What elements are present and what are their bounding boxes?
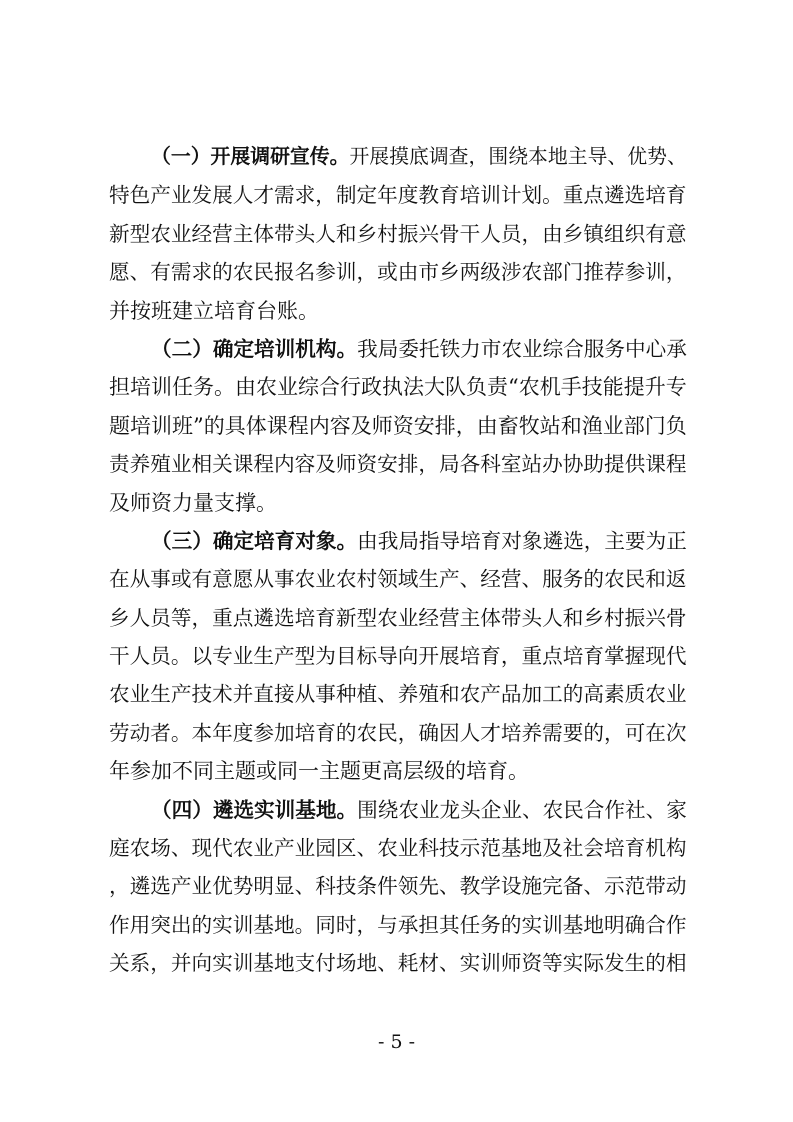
paragraph-1-line-1 <box>109 138 687 176</box>
paragraph-4-line-5: 关系，并向实训基地支付场地、耗材、实训师资等实际发生的相 <box>109 951 687 976</box>
paragraph-1-line-4: 愿、有需求的农民报名参训，或由市乡两级涉农部门推荐参训， <box>109 260 687 285</box>
paragraph-3-text: 由我局指导培育对象遴选，主要为正 <box>357 528 687 553</box>
paragraph-2-text: 我局委托铁力市农业综合服务中心承 <box>357 336 687 361</box>
paragraph-2-heading: （二）确定培训机构。 <box>151 336 358 361</box>
paragraph-1-line-5: 并按班建立培育台账。 <box>109 298 319 323</box>
paragraph-3-line-1 <box>109 522 687 560</box>
paragraph-2-line-3: 题培训班”的具体课程内容及师资安排，由畜牧站和渔业部门负 <box>109 413 687 438</box>
paragraph-4-heading: （四）遴选实训基地。 <box>151 797 358 822</box>
paragraph-3-heading: （三）确定培育对象。 <box>151 528 358 553</box>
paragraph-3-line-2: 在从事或有意愿从事农业农村领域生产、经营、服务的农民和返 <box>109 567 687 592</box>
paragraph-4-text: 围绕农业龙头企业、农民合作社、家 <box>357 797 687 822</box>
paragraph-2-line-5: 及师资力量支撑。 <box>109 490 277 515</box>
paragraph-2-line-4: 责养殖业相关课程内容及师资安排，局各科室站办协助提供课程 <box>109 452 687 477</box>
paragraph-1-line-3: 新型农业经营主体带头人和乡村振兴骨干人员，由乡镇组织有意 <box>109 221 687 246</box>
paragraph-4-line-4: 作用突出的实训基地。同时，与承担其任务的实训基地明确合作 <box>109 912 687 937</box>
paragraph-4-line-1 <box>109 791 687 829</box>
paragraph-3-line-5: 农业生产技术并直接从事种植、养殖和农产品加工的高素质农业 <box>109 682 687 707</box>
page-number: - 5 - <box>377 1031 415 1053</box>
paragraph-4-line-3: ，遴选产业优势明显、科技条件领先、教学设施完备、示范带动 <box>109 874 687 899</box>
paragraph-3-line-7: 年参加不同主题或同一主题更高层级的培育。 <box>109 759 529 784</box>
paragraph-2-line-1 <box>109 330 687 368</box>
paragraph-3-line-4: 干人员。以专业生产型为目标导向开展培育，重点培育掌握现代 <box>109 644 687 669</box>
paragraph-3-line-6: 劳动者。本年度参加培育的农民，确因人才培养需要的，可在次 <box>109 720 687 745</box>
paragraph-1-heading: （一）开展调研宣传。 <box>151 145 350 168</box>
paragraph-3-line-3: 乡人员等，重点遴选培育新型农业经营主体带头人和乡村振兴骨 <box>109 605 687 630</box>
paragraph-1-text: 开展摸底调查，围绕本地主导、优势、 <box>349 145 687 168</box>
paragraph-4-line-2: 庭农场、现代农业产业园区、农业科技示范基地及社会培育机构 <box>109 836 687 861</box>
paragraph-1-line-2: 特色产业发展人才需求，制定年度教育培训计划。重点遴选培育 <box>109 183 687 208</box>
paragraph-2-line-2: 担培训任务。由农业综合行政执法大队负责“农机手技能提升专 <box>109 375 687 400</box>
document-body <box>109 138 687 983</box>
